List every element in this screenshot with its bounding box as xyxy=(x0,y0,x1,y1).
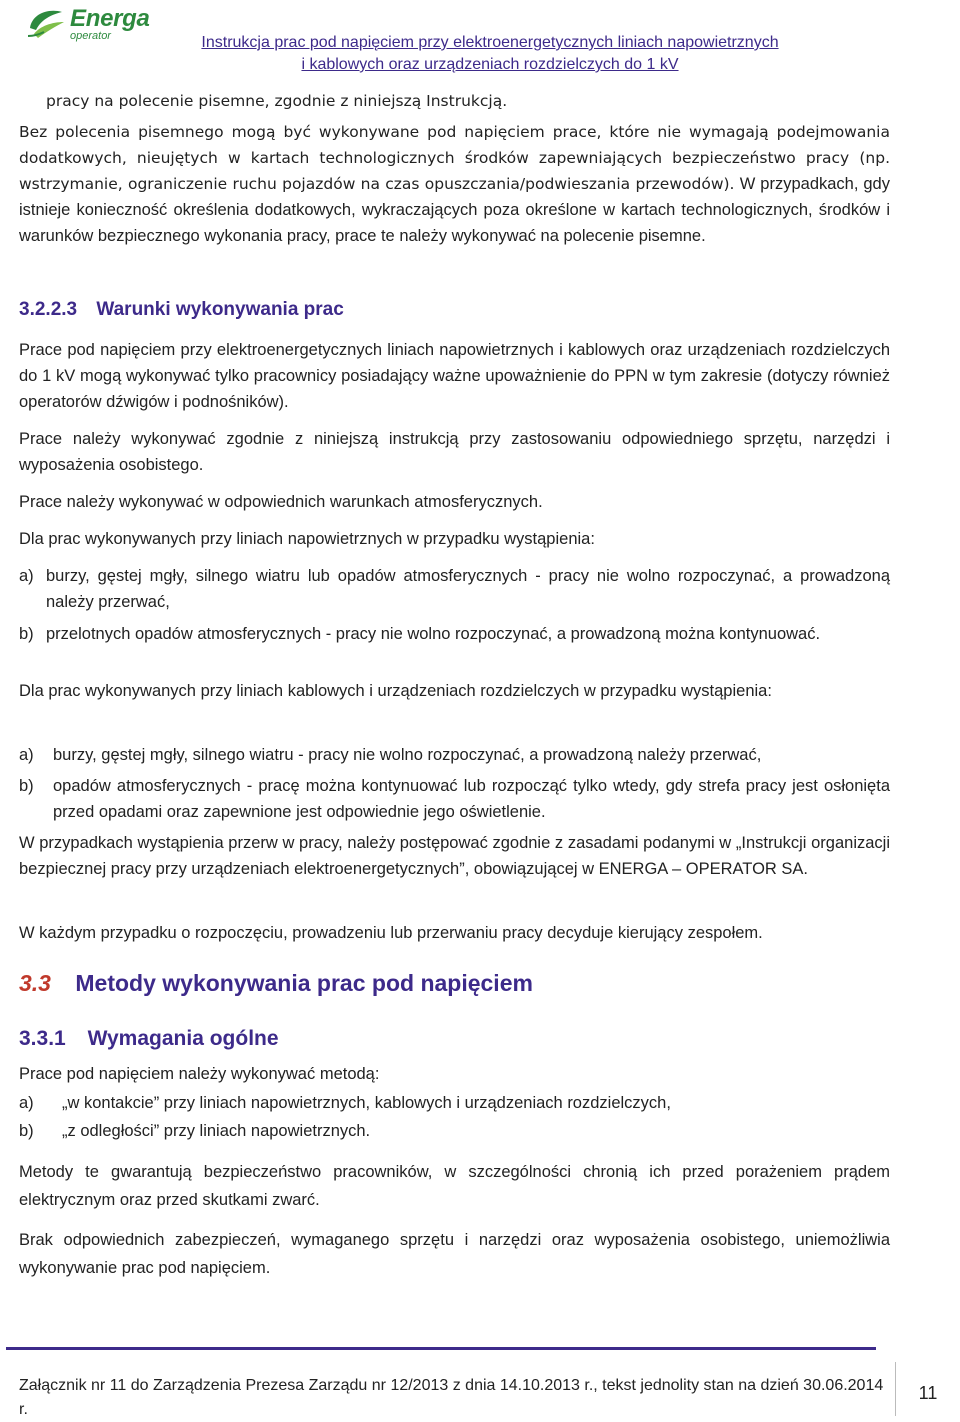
paragraph-continuation: pracy na polecenie pisemne, zgodnie z niniejszą Instrukcją. xyxy=(46,92,508,110)
section-number: 3.2.2.3 xyxy=(19,299,78,320)
paragraph-without-written-order xyxy=(19,119,890,249)
header-title-line-2: i kablowych oraz urządzeniach rozdzielczych do 1 kV xyxy=(301,56,679,73)
paragraph-cable-lines: Dla prac wykonywanych przy liniach kablowych i urządzeniach rozdzielczych w przypadku wystąpienia: xyxy=(19,682,772,700)
section-number: 3.3 xyxy=(19,970,51,996)
section-heading-3-3-1 xyxy=(19,1027,279,1051)
paragraph-missing-protection: Brak odpowiednich zabezpieczeń, wymaganego sprzętu i narzędzi oraz wyposażenia osobistego, uniemożliwia wykonywanie prac pod napięciem. xyxy=(19,1231,890,1277)
list-item xyxy=(19,742,890,768)
section-number: 3.3.1 xyxy=(19,1027,66,1050)
section-heading-3-2-2-3 xyxy=(19,299,344,321)
list-text: „w kontakcie” przy liniach napowietrznych, kablowych i urządzeniach rozdzielczych, xyxy=(62,1094,671,1112)
section-title: Wymagania ogólne xyxy=(87,1027,279,1050)
list-item xyxy=(19,563,890,615)
paragraph-equipment: Prace należy wykonywać zgodnie z niniejszą instrukcją przy zastosowaniu odpowiedniego sprzętu, narzędzi i wyposażenia osobistego. xyxy=(19,430,890,474)
paragraph-breaks: W przypadkach wystąpienia przerw w pracy, należy postępować zgodnie z zasadami podanymi w „Instrukcji organizacji bezpiecznej pracy przy urządzeniach elektroenergetycznych”, obowiązującej w ENERGA – OPERATOR SA. xyxy=(19,834,890,878)
list-item xyxy=(19,1118,890,1144)
paragraph-text: Bez polecenia pisemnego mogą być wykonywane pod napięciem prace, które nie wymagają podejmowania dodatkowych, nieujętych w kartach technologicznych środków zapewniających bezpieczeństwo pracy (np. wstrzymanie, ograniczenie ruchu pojazdów na czas opuszczania/podwieszania przewodów). xyxy=(19,123,890,193)
list-text: „z odległości” przy liniach napowietrznych. xyxy=(62,1122,371,1140)
footer-divider xyxy=(6,1347,876,1350)
paragraph-authorization: Prace pod napięciem przy elektroenergetycznych liniach napowietrznych i kablowych oraz urządzeniach rozdzielczych do 1 kV mogą wykonywać tylko pracownicy posiadający ważne upoważnienie do PPN w tym zakresie (dotyczy również operatorów dźwigów i podnośników). xyxy=(19,341,890,411)
logo-wordmark: Energa xyxy=(70,5,150,32)
list-text: burzy, gęstej mgły, silnego wiatru lub opadów atmosferycznych - pracy nie wolno rozpoczynać, a prowadzoną należy przerwać, xyxy=(46,567,890,611)
section-heading-3-3 xyxy=(19,970,533,997)
paragraph-safety-guarantee: Metody te gwarantują bezpieczeństwo pracowników, w szczególności chronią ich przed porażeniem prądem elektrycznym oraz przed skutkami zwarć. xyxy=(19,1163,890,1209)
section-title: Warunki wykonywania prac xyxy=(96,299,344,320)
header-title-line-1: Instrukcja prac pod napięciem przy elektroenergetycznych liniach napowietrznych xyxy=(201,34,779,51)
list-marker: a) xyxy=(19,746,34,764)
list-text: przelotnych opadów atmosferycznych - pracy nie wolno rozpoczynać, a prowadzoną można kontynuować. xyxy=(46,625,821,643)
energa-operator-logo xyxy=(26,4,166,44)
section-title: Metody wykonywania prac pod napięciem xyxy=(75,970,533,996)
footer-annotation: Załącznik nr 11 do Zarządzenia Prezesa Zarządu nr 12/2013 z dnia 14.10.2013 r., tekst jednolity stan na dzień 30.06.2014 r. xyxy=(19,1377,884,1418)
list-marker: a) xyxy=(19,1094,34,1112)
list-marker: a) xyxy=(19,567,34,585)
paragraph-text-continued: W przypadkach, gdy istnieje konieczność określenia dodatkowych, wykraczających poza określone w kartach technologicznych, środków i warunków bezpiecznego wykonania pracy, prace te należy wykonywać na polecenie pisemne. xyxy=(19,175,890,245)
paragraph-team-leader: W każdym przypadku o rozpoczęciu, prowadzeniu lub przerwaniu pracy decyduje kierujący zespołem. xyxy=(19,924,763,942)
energa-leaf-icon xyxy=(26,6,66,40)
document-header-title xyxy=(150,32,830,76)
list-text: burzy, gęstej mgły, silnego wiatru - pracy nie wolno rozpoczynać, a prowadzoną należy przerwać, xyxy=(53,746,762,764)
page-number: 11 xyxy=(918,1383,938,1403)
logo-subtitle: operator xyxy=(70,30,111,42)
paragraph-overhead-lines: Dla prac wykonywanych przy liniach napowietrznych w przypadku wystąpienia: xyxy=(19,530,595,548)
paragraph-methods-intro: Prace pod napięciem należy wykonywać metodą: xyxy=(19,1065,380,1083)
list-item xyxy=(19,621,890,647)
paragraph-weather: Prace należy wykonywać w odpowiednich warunkach atmosferycznych. xyxy=(19,493,543,511)
list-marker: b) xyxy=(19,625,34,643)
list-item xyxy=(19,773,890,825)
list-item xyxy=(19,1090,890,1116)
list-marker: b) xyxy=(19,1122,34,1140)
list-marker: b) xyxy=(19,777,34,795)
list-text: opadów atmosferycznych - pracę można kontynuować lub rozpocząć tylko wtedy, gdy strefa pracy jest osłonięta przed opadami oraz zapewnione jest odpowiednie jego oświetlenie. xyxy=(53,777,890,821)
